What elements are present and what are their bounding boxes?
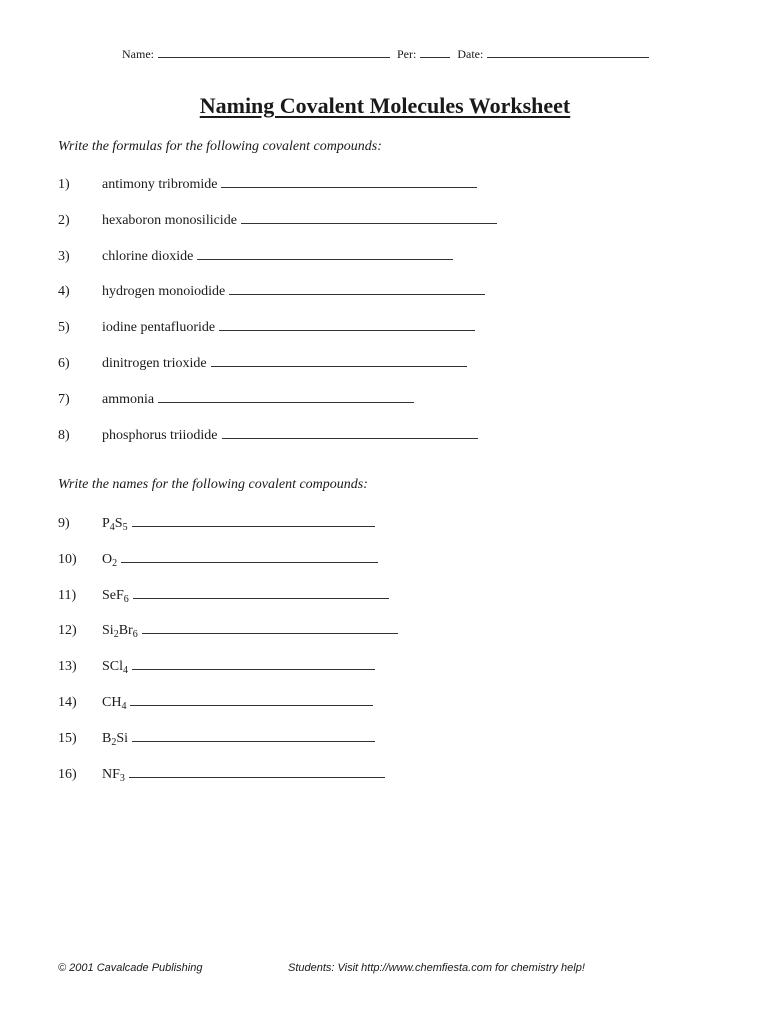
compound-name: phosphorus triiodide [102, 428, 218, 443]
question-row [58, 425, 478, 445]
question-row [58, 620, 398, 640]
formula-subscript: 5 [122, 522, 128, 533]
answer-blank[interactable] [121, 549, 378, 563]
answer-blank[interactable] [229, 281, 485, 295]
compound-name: hexaboron monosilicide [102, 213, 237, 228]
formula-element: P [102, 516, 110, 531]
answer-blank[interactable] [132, 656, 375, 670]
compound-formula [102, 588, 129, 603]
formula-element: NF [102, 767, 120, 782]
page-title: Naming Covalent Molecules Worksheet [199, 93, 571, 118]
question-number: 12) [58, 623, 77, 638]
formula-subscript: 6 [132, 629, 138, 640]
compound-name: dinitrogen trioxide [102, 356, 207, 371]
question-row [58, 210, 497, 230]
answer-blank[interactable] [133, 585, 389, 599]
period-blank[interactable] [420, 46, 450, 58]
answer-blank[interactable] [197, 246, 453, 260]
answer-blank[interactable] [211, 353, 467, 367]
compound-name: hydrogen monoiodide [102, 284, 226, 299]
question-number: 13) [58, 659, 77, 674]
answer-blank[interactable] [158, 389, 414, 403]
formula-element: S [114, 516, 123, 531]
formula-subscript: 3 [119, 773, 125, 784]
formula-element: B [102, 731, 112, 746]
question-row [58, 246, 453, 266]
copyright-text: © 2001 Cavalcade Publishing [58, 962, 203, 974]
question-number: 14) [58, 695, 77, 710]
formula-subscript: 4 [121, 701, 127, 712]
answer-blank[interactable] [130, 692, 373, 706]
formula-element: Si [102, 623, 114, 638]
question-number: 7) [58, 392, 70, 407]
question-number: 16) [58, 767, 77, 782]
compound-formula [102, 767, 125, 782]
question-number: 9) [58, 516, 70, 531]
question-row [58, 656, 375, 676]
question-number: 4) [58, 284, 70, 299]
answer-blank[interactable] [219, 317, 475, 331]
question-row [58, 317, 475, 337]
question-row [58, 174, 477, 194]
question-row [58, 281, 485, 301]
formula-element: CH [102, 695, 122, 710]
formula-subscript: 4 [109, 522, 115, 533]
date-blank[interactable] [487, 46, 649, 58]
per-label: Per: [397, 47, 417, 61]
compound-name: chlorine dioxide [102, 249, 194, 264]
students-help-text: Students: Visit http://www.chemfiesta.com for chemistry help! [288, 962, 585, 974]
answer-blank[interactable] [221, 174, 477, 188]
question-row [58, 549, 378, 569]
formula-element: Si [116, 731, 129, 746]
answer-blank[interactable] [142, 620, 398, 634]
compound-formula [102, 516, 128, 531]
student-info-header [122, 46, 653, 62]
question-number: 15) [58, 731, 77, 746]
answer-blank[interactable] [129, 764, 385, 778]
question-row [58, 764, 385, 784]
question-row [58, 728, 375, 748]
question-number: 5) [58, 320, 70, 335]
question-number: 10) [58, 552, 77, 567]
formula-element: SCl [102, 659, 124, 674]
compound-formula [102, 695, 126, 710]
compound-formula [102, 731, 128, 746]
question-row [58, 692, 373, 712]
formula-subscript: 2 [112, 558, 118, 569]
question-number: 8) [58, 428, 70, 443]
formula-subscript: 2 [113, 629, 119, 640]
question-row [58, 585, 389, 605]
compound-formula [102, 623, 138, 638]
answer-blank[interactable] [222, 425, 478, 439]
formula-element: SeF [102, 588, 124, 603]
date-label: Date: [457, 47, 484, 61]
formula-subscript: 4 [123, 665, 129, 676]
formula-element: Br [118, 623, 133, 638]
question-number: 11) [58, 588, 77, 603]
question-number: 6) [58, 356, 70, 371]
answer-blank[interactable] [132, 513, 375, 527]
formula-subscript: 2 [111, 737, 117, 748]
formula-subscript: 6 [123, 594, 129, 605]
compound-formula [102, 552, 117, 567]
answer-blank[interactable] [132, 728, 375, 742]
name-label: Name: [122, 47, 154, 61]
formula-element: O [102, 552, 113, 567]
question-row [58, 513, 375, 533]
compound-name: ammonia [102, 392, 155, 407]
compound-name: antimony tribromide [102, 177, 218, 192]
question-number: 1) [58, 177, 70, 192]
question-number: 2) [58, 213, 70, 228]
question-row [58, 389, 414, 409]
section1-instructions: Write the formulas for the following covalent compounds: [58, 139, 382, 154]
section2-instructions: Write the names for the following covalent compounds: [58, 477, 368, 492]
compound-name: iodine pentafluoride [102, 320, 216, 335]
question-number: 3) [58, 249, 70, 264]
answer-blank[interactable] [241, 210, 497, 224]
compound-formula [102, 659, 128, 674]
question-row [58, 353, 467, 373]
name-blank[interactable] [158, 46, 390, 58]
